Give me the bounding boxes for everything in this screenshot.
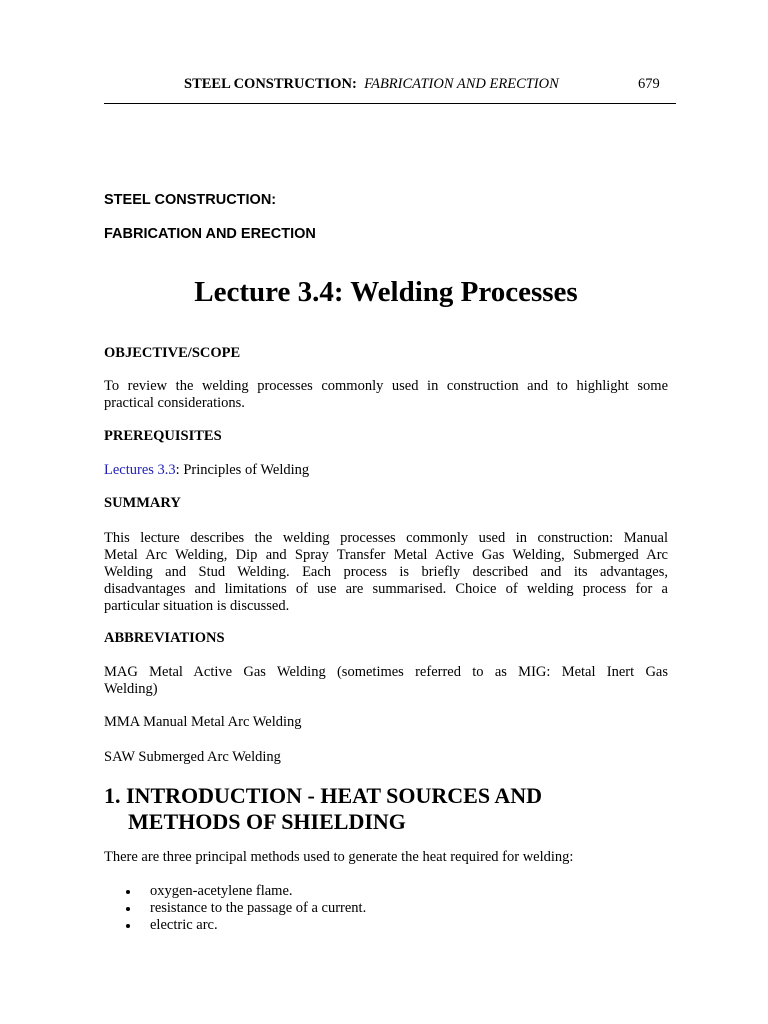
prerequisites-line — [104, 462, 309, 479]
list-item — [104, 917, 366, 934]
introduction-heading-line2: METHODS OF SHIELDING — [128, 809, 406, 834]
abbreviations-heading: ABBREVIATIONS — [104, 630, 225, 646]
course-heading-line1: STEEL CONSTRUCTION: — [104, 192, 277, 208]
lecture-title: Lecture 3.4: Welding Processes — [194, 276, 578, 308]
prerequisites-text: : Principles of Welding — [175, 462, 310, 478]
bullet-dot-icon — [126, 890, 130, 894]
bullet-dot-icon — [126, 924, 130, 928]
introduction-heading-line1: 1. INTRODUCTION - HEAT SOURCES AND — [104, 783, 543, 808]
list-item — [104, 883, 366, 900]
abbreviation-mag-line: Welding) — [104, 681, 158, 698]
course-heading-line2: FABRICATION AND ERECTION — [104, 226, 316, 242]
abbreviation-mag — [104, 664, 668, 698]
heat-source-list — [104, 883, 366, 935]
summary-line: disadvantages and limitations of use are summarised. Choice of welding process for a — [104, 581, 668, 598]
header-rule — [104, 103, 676, 104]
objective-paragraph — [104, 378, 668, 412]
summary-paragraph — [104, 530, 668, 615]
objective-heading: OBJECTIVE/SCOPE — [104, 345, 241, 361]
summary-line: This lecture describes the welding processes commonly used in construction: Manual — [104, 530, 668, 546]
objective-line: To review the welding processes commonly used in construction and to highlight some — [104, 378, 668, 394]
bullet-dot-icon — [126, 907, 130, 911]
abbreviation-saw: SAW Submerged Arc Welding — [104, 749, 281, 765]
list-item-text: electric arc. — [150, 917, 218, 934]
introduction-heading — [104, 783, 542, 835]
running-header — [104, 76, 676, 94]
page-number: 679 — [638, 76, 660, 92]
prerequisites-heading: PREREQUISITES — [104, 428, 222, 444]
summary-heading: SUMMARY — [104, 495, 181, 511]
lecture-3-3-link[interactable]: Lectures 3.3 — [104, 462, 176, 478]
objective-line: practical considerations. — [104, 395, 245, 412]
running-header-title-italic: FABRICATION AND ERECTION — [364, 76, 559, 92]
abbreviation-mag-line: MAG Metal Active Gas Welding (sometimes referred to as MIG: Metal Inert Gas — [104, 664, 668, 680]
summary-line: particular situation is discussed. — [104, 598, 290, 615]
running-header-title — [184, 76, 559, 93]
list-item-text: oxygen-acetylene flame. — [150, 883, 293, 899]
introduction-text: There are three principal methods used to generate the heat required for welding: — [104, 849, 574, 865]
abbreviation-mma: MMA Manual Metal Arc Welding — [104, 714, 302, 730]
summary-line: Welding and Stud Welding. Each process is briefly described and its advantages, — [104, 564, 668, 581]
summary-line: Metal Arc Welding, Dip and Spray Transfer Metal Active Gas Welding, Submerged Arc — [104, 547, 668, 564]
running-header-title-bold: STEEL CONSTRUCTION: — [184, 76, 357, 92]
list-item — [104, 900, 366, 917]
list-item-text: resistance to the passage of a current. — [150, 900, 367, 917]
